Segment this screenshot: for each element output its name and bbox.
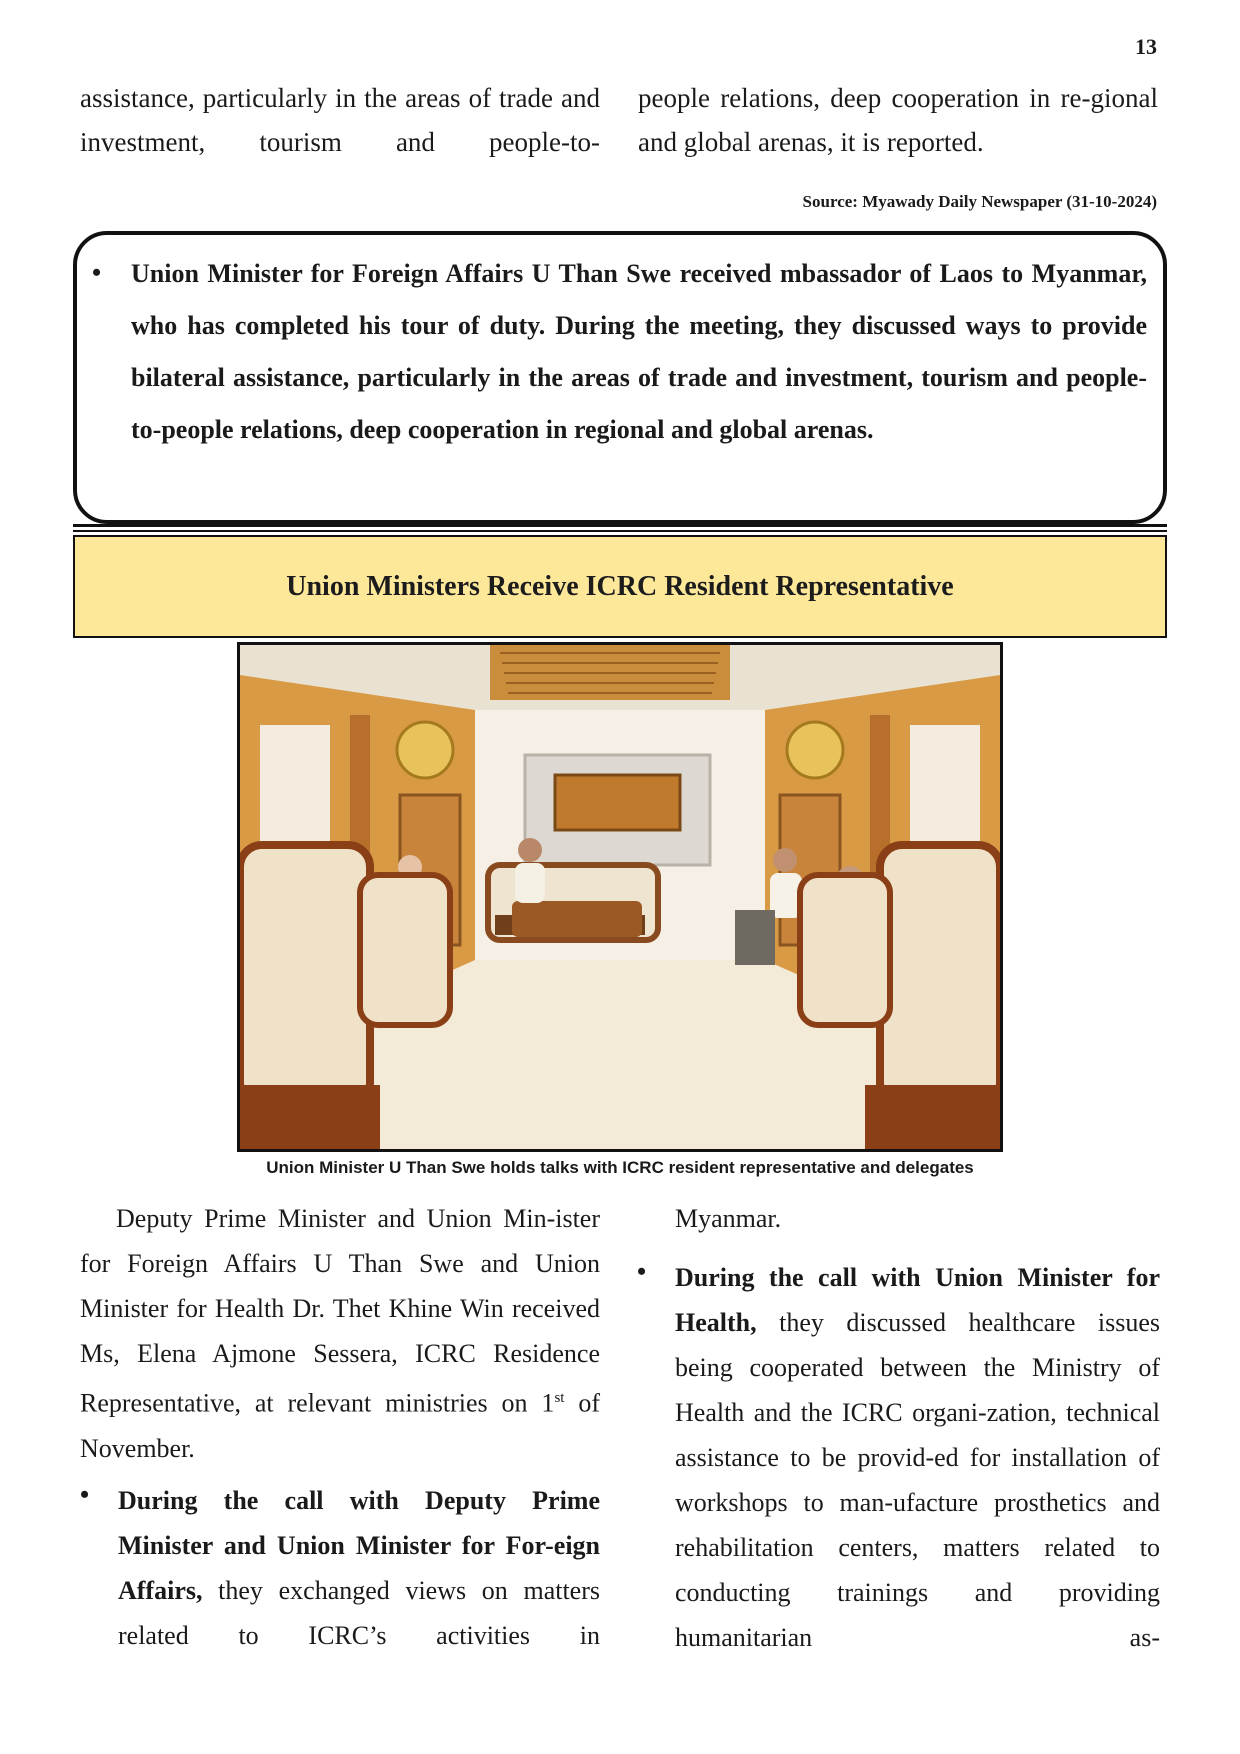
- ordinal-suffix: st: [554, 1390, 565, 1406]
- summary-bullet-icon: •: [92, 258, 102, 287]
- bullet2-icon: •: [637, 1257, 647, 1286]
- intro-text: Deputy Prime Minister and Union Min-ister for Foreign Affairs U Than Swe and Union Minister for Health Dr. Thet Khine Win received Ms, Elena Ajmone Sessera, ICRC Residence Representative, at relevant ministries on 1: [80, 1204, 600, 1418]
- article-intro-paragraph: [80, 1196, 600, 1471]
- bullet1-body: they exchanged views on matters related to ICRC’s activities in: [118, 1576, 600, 1650]
- bullet-item-health: [675, 1255, 1160, 1660]
- page-number: 13: [1135, 34, 1157, 59]
- photo-caption: Union Minister U Than Swe holds talks with ICRC resident representative and delegates: [266, 1158, 974, 1177]
- bullet-item-foreign-affairs: [118, 1478, 600, 1658]
- bullet2-lead: During the call with Union Minister for Health,: [675, 1263, 1160, 1337]
- continuation-left-column: assistance, particularly in the areas of trade and investment, tourism and people-to-: [80, 83, 600, 157]
- summary-text: Union Minister for Foreign Affairs U Than Swe received mbassador of Laos to Myanmar, who has completed his tour of duty. During the meeting, they discussed ways to provide bilateral assistance, particularly in the areas of trade and investment, tourism and people-to-people relations, deep cooperation in regional and global arenas.: [131, 259, 1147, 444]
- headline-banner: [73, 535, 1167, 638]
- bullet2-body: they discussed healthcare issues being cooperated between the Ministry of Health and the ICRC organi-zation, technical assistance to be provid-ed for installation of workshops to man-ufacture prosthetics and rehabilitation centers, matters related to conducting trainings and providing humanitarian as-: [675, 1308, 1160, 1652]
- right-column-continuation: Myanmar.: [675, 1204, 782, 1233]
- source-citation: Source: Myawady Daily Newspaper (31-10-2024): [802, 192, 1157, 211]
- article-headline: Union Ministers Receive ICRC Resident Representative: [286, 570, 954, 602]
- divider-rule-top: [73, 524, 1167, 527]
- bullet1-icon: •: [80, 1480, 90, 1509]
- intro-text-end: of November.: [80, 1388, 600, 1463]
- divider-rule-bottom: [73, 530, 1167, 532]
- meeting-room-illustration: [240, 645, 1000, 1149]
- bullet1-lead: During the call with Deputy Prime Minister and Union Minister for For-eign Affairs,: [118, 1486, 600, 1605]
- article-photo: [237, 642, 1003, 1152]
- continuation-right-column: people relations, deep cooperation in re-gional and global arenas, it is reported.: [638, 83, 1158, 157]
